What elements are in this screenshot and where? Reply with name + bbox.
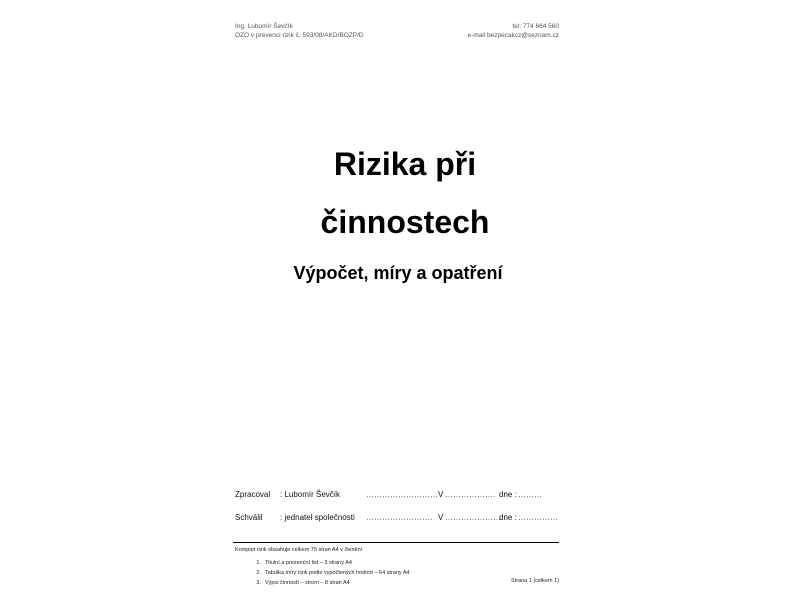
list-item-number: 3. — [256, 580, 261, 586]
footer-divider — [233, 542, 559, 543]
place-dots: ………………. — [445, 490, 496, 499]
list-item-number: 1. — [256, 560, 261, 566]
document-title-line-2: činnostech — [320, 204, 490, 240]
signature-dots: ……………………… — [366, 490, 438, 499]
row-name: : Lubomír Ševčík — [280, 490, 341, 499]
email-address: e-mail bezpecakcz@seznam.cz — [467, 32, 559, 39]
list-item — [235, 568, 410, 578]
row-label: Zpracoval — [235, 490, 271, 499]
list-item — [235, 578, 410, 588]
date-label: dne : — [499, 490, 517, 499]
list-item-text: Výpis činností – strom – 8 stran A4 — [265, 580, 350, 586]
document-subtitle: Výpočet, míry a opatření — [293, 263, 503, 283]
phone-number: tel: 774 664 560 — [512, 23, 559, 30]
list-item-text: Titulní a prezenční list – 3 strany A4 — [265, 560, 352, 566]
list-item — [235, 558, 410, 568]
author-name: Ing. Lubomír Ševčík — [235, 23, 293, 30]
signature-dots: ……………………. — [366, 513, 433, 522]
list-item-number: 2. — [256, 570, 261, 576]
page-number: Strana 1 (celkem 1) — [511, 578, 559, 584]
license-number: OZO v prevenci rizik č. 593/08/AKD/BOZP/D — [235, 32, 364, 39]
date-dots: …………… — [518, 513, 558, 522]
footer-intro: Komplet rizik obsahuje celkem 75 stran A4 v členění — [235, 547, 363, 553]
place-label: V — [438, 490, 444, 499]
place-dots: ………………… — [445, 513, 501, 522]
header-left — [235, 22, 364, 40]
row-name: : jednatel společnosti — [280, 513, 355, 522]
date-dots: ……… — [518, 490, 542, 499]
list-item-text: Tabulka míry rizik podle vypočtených hodnot – 64 strany A4 — [265, 570, 410, 576]
header-right — [468, 22, 560, 40]
place-label: V — [438, 513, 444, 522]
document-title-line-1: Rizika při — [333, 146, 477, 182]
date-label: dne : — [499, 513, 517, 522]
row-label: Schválil — [235, 513, 263, 522]
footer-contents-list — [235, 558, 410, 588]
